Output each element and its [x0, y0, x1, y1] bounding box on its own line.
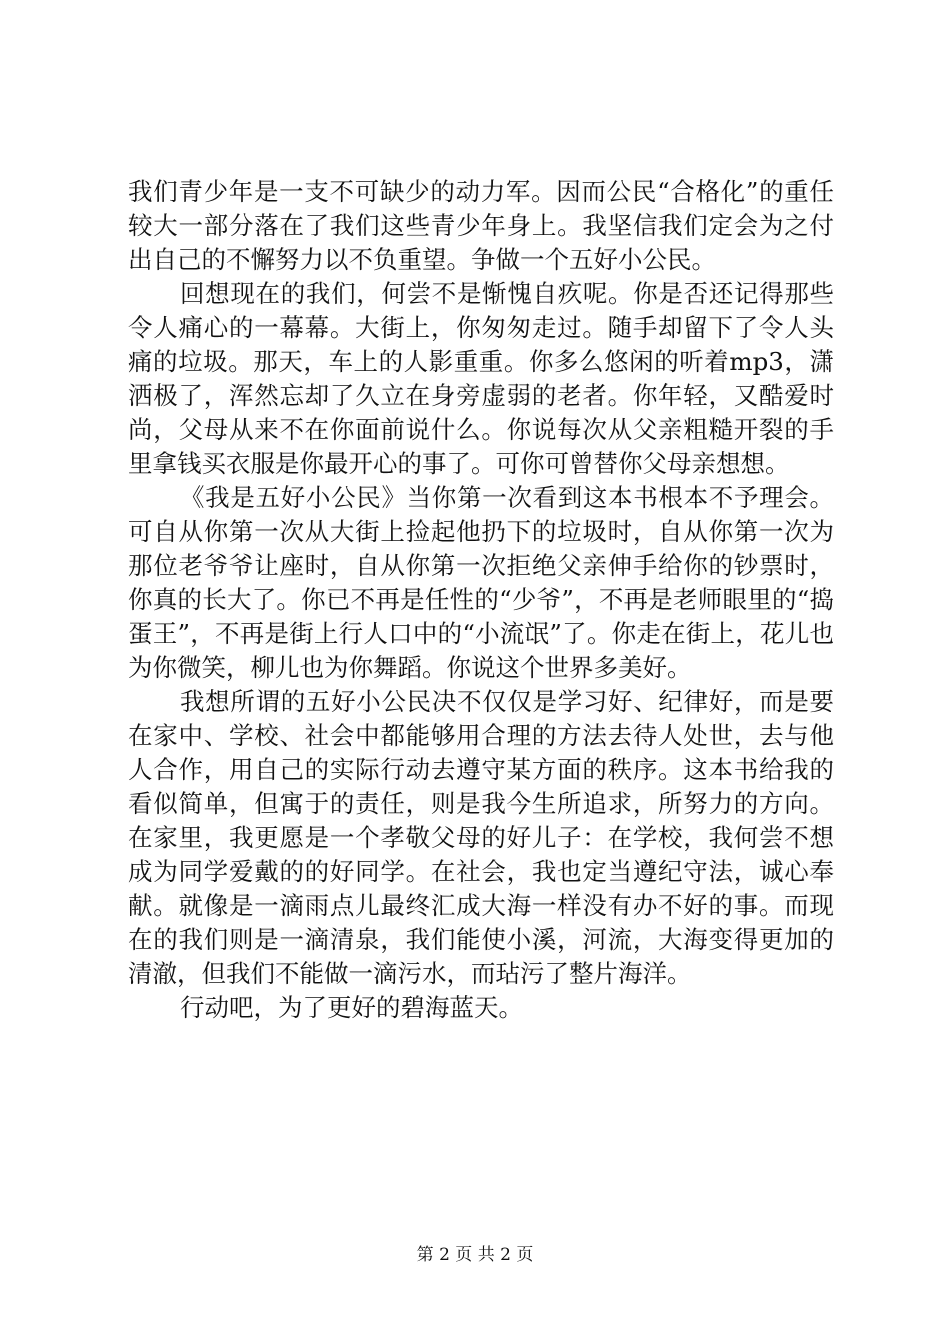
document-body — [128, 175, 834, 1025]
paragraph-1: 我们青少年是一支不可缺少的动力军。因而公民“合格化”的重任较大一部分落在了我们这些青少年身上。我坚信我们定会为之付出自己的不懈努力以不负重望。争做一个五好小公民。 — [128, 177, 834, 274]
page-number-footer: 第 2 页 共 2 页 — [416, 1245, 534, 1265]
paragraph-5: 行动吧，为了更好的碧海蓝天。 — [180, 993, 523, 1022]
paragraph-4: 我想所谓的五好小公民决不仅仅是学习好、纪律好，而是要在家中、学校、社会中都能够用合理的方法去待人处世，去与他人合作，用自己的实际行动去遵守某方面的秩序。这本书给我的看似简单，但寓于的责任，则是我今生所追求，所努力的方向。在家里，我更愿是一个孝敬父母的好儿子：在学校，我何尝不想成为同学爱戴的的好同学。在社会，我也定当遵纪守法，诚心奉献。就像是一滴雨点儿最终汇成大海一样没有办不好的事。而现在的我们则是一滴清泉，我们能使小溪，河流，大海变得更加的清澈，但我们不能做一滴污水，而玷污了整片海洋。 — [128, 687, 834, 988]
paragraph-2: 回想现在的我们，何尝不是惭愧自疚呢。你是否还记得那些令人痛心的一幕幕。大街上，你匆匆走过。随手却留下了令人头痛的垃圾。那天，车上的人影重重。你多么悠闲的听着mp3，潇洒极了，浑然忘却了久立在身旁虚弱的老者。你年轻，又酷爱时尚，父母从来不在你面前说什么。你说每次从父亲粗糙开裂的手里拿钱买衣服是你最开心的事了。可你可曾替你父母亲想想。 — [128, 279, 834, 478]
paragraph-3: 《我是五好小公民》当你第一次看到这本书根本不予理会。可自从你第一次从大街上捡起他扔下的垃圾时，自从你第一次为那位老爷爷让座时，自从你第一次拒绝父亲伸手给你的钞票时，你真的长大了。你已不再是任性的“少爷”，不再是老师眼里的“捣蛋王”，不再是街上行人口中的“小流氓”了。你走在街上，花儿也为你微笑，柳儿也为你舞蹈。你说这个世界多美好。 — [128, 483, 834, 682]
